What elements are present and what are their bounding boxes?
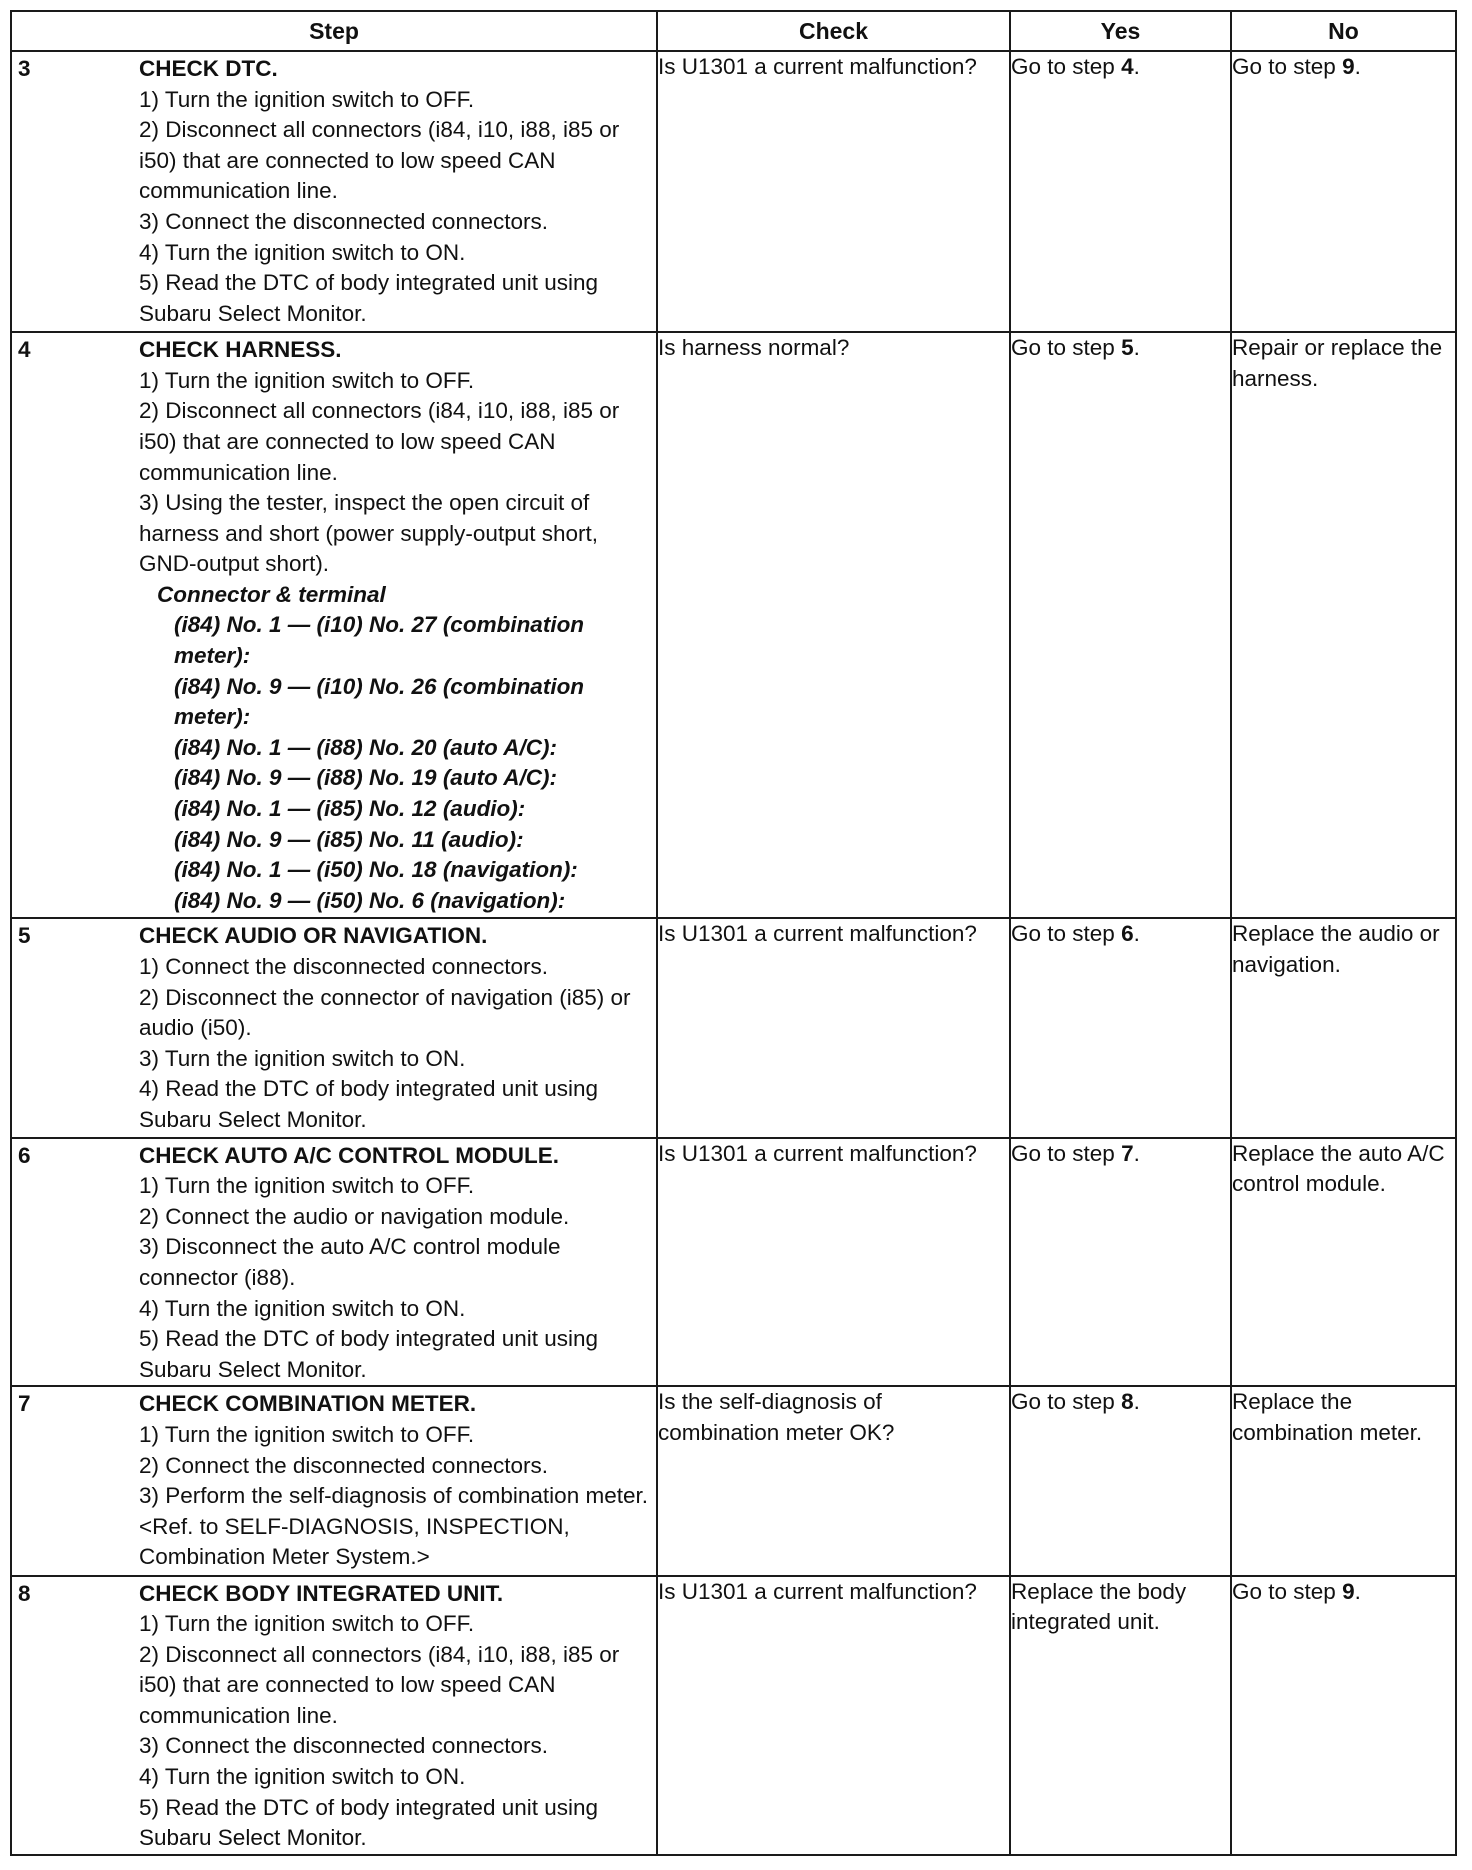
no-step-number: 9 [1342, 54, 1355, 79]
step-instruction: 4) Turn the ignition switch to ON. [139, 1295, 466, 1321]
yes-action-suffix: . [1133, 335, 1140, 361]
no-action [1232, 1577, 1455, 1608]
yes-step-number: 8 [1121, 1389, 1134, 1415]
header-yes: Yes [1010, 11, 1231, 51]
connector-terminal-item: (i84) No. 9 — (i10) No. 26 (combination meter): [174, 673, 585, 730]
header-check: Check [657, 11, 1010, 51]
step-instruction: 2) Disconnect the connector of navigation (i85) or audio (i50). [139, 984, 631, 1041]
no-cell [1231, 51, 1456, 332]
yes-action-prefix: Go to step [1011, 1140, 1122, 1166]
step-instruction: 2) Disconnect all connectors (i84, i10, i88, i85 or i50) that are connected to low speed CAN communication line. [139, 1641, 620, 1728]
yes-cell [1010, 918, 1231, 1137]
yes-action-suffix: . [1133, 921, 1140, 947]
step-number: 7 [18, 1391, 31, 1417]
step-content [18, 1579, 650, 1854]
diagnostic-table [10, 10, 1457, 1856]
yes-action-prefix: Go to step [1011, 1389, 1122, 1415]
yes-action-prefix: Go to step [1011, 921, 1122, 947]
yes-action-suffix: . [1133, 1389, 1140, 1415]
step-title: CHECK HARNESS. [139, 337, 342, 363]
yes-action [1011, 919, 1230, 950]
step-instruction: 3) Perform the self-diagnosis of combination meter. <Ref. to SELF-DIAGNOSIS, INSPECTION, Combination Meter System.> [139, 1483, 648, 1570]
connector-terminal-item: (i84) No. 1 — (i50) No. 18 (navigation): [174, 857, 578, 883]
no-action: Replace the combination meter. [1232, 1389, 1423, 1445]
connector-terminal-item: (i84) No. 9 — (i50) No. 6 (navigation): [174, 887, 566, 913]
step-instruction: 3) Connect the disconnected connectors. [139, 1733, 548, 1759]
table-row [11, 1138, 1456, 1387]
step-number: 8 [18, 1580, 31, 1606]
yes-cell [1010, 51, 1231, 332]
step-content [18, 1389, 650, 1573]
step-text [139, 1141, 650, 1386]
table-body [11, 51, 1456, 1855]
yes-action [1011, 1139, 1230, 1170]
check-question: Is U1301 a current malfunction? [658, 1578, 977, 1604]
table-row [11, 918, 1456, 1137]
step-instruction: 5) Read the DTC of body integrated unit using Subaru Select Monitor. [139, 1326, 599, 1382]
step-text [139, 54, 650, 329]
check-cell [657, 1138, 1010, 1387]
yes-cell [1010, 1576, 1231, 1856]
yes-action-prefix: Go to step [1011, 335, 1122, 361]
check-cell [657, 1576, 1010, 1856]
step-instruction: 3) Using the tester, inspect the open circuit of harness and short (power supply-output short, GND-output short). [139, 490, 598, 577]
step-number: 6 [18, 1142, 31, 1168]
yes-step-number: 5 [1121, 335, 1134, 361]
connector-terminal-item: (i84) No. 1 — (i88) No. 20 (auto A/C): [174, 734, 557, 760]
step-instruction: 2) Disconnect all connectors (i84, i10, i88, i85 or i50) that are connected to low speed CAN communication line. [139, 117, 620, 204]
no-cell [1231, 1576, 1456, 1856]
step-instruction: 1) Turn the ignition switch to OFF. [139, 86, 475, 112]
step-instruction: 5) Read the DTC of body integrated unit using Subaru Select Monitor. [139, 1794, 599, 1851]
step-instruction: 1) Turn the ignition switch to OFF. [139, 367, 475, 393]
no-step-number: 9 [1342, 1578, 1355, 1604]
step-instruction: 4) Read the DTC of body integrated unit using Subaru Select Monitor. [139, 1076, 599, 1132]
step-cell [11, 1386, 657, 1575]
header-no: No [1231, 11, 1456, 51]
check-question: Is U1301 a current malfunction? [658, 1140, 977, 1166]
yes-step-number: 7 [1121, 1140, 1134, 1166]
table-row [11, 1576, 1456, 1856]
step-instruction: 3) Connect the disconnected connectors. [139, 208, 548, 234]
no-cell [1231, 1386, 1456, 1575]
no-action [1232, 52, 1455, 83]
table-row [11, 332, 1456, 918]
step-instruction: 3) Turn the ignition switch to ON. [139, 1045, 466, 1071]
step-cell [11, 332, 657, 918]
yes-step-number: 4 [1121, 54, 1134, 79]
check-question: Is U1301 a current malfunction? [658, 54, 977, 79]
check-cell [657, 918, 1010, 1137]
step-instruction: 2) Connect the audio or navigation module. [139, 1203, 570, 1229]
step-title: CHECK COMBINATION METER. [139, 1391, 477, 1417]
step-instruction: 1) Connect the disconnected connectors. [139, 954, 548, 980]
connector-terminal-item: (i84) No. 9 — (i88) No. 19 (auto A/C): [174, 765, 557, 791]
yes-cell [1010, 1138, 1231, 1387]
no-action-suffix: . [1354, 1578, 1361, 1604]
yes-action-suffix: . [1133, 1140, 1140, 1166]
yes-action-suffix: . [1133, 54, 1140, 79]
yes-action [1011, 52, 1230, 83]
step-content [18, 54, 650, 329]
yes-action [1011, 333, 1230, 364]
step-instruction: 2) Disconnect all connectors (i84, i10, i88, i85 or i50) that are connected to low speed CAN communication line. [139, 398, 620, 485]
yes-action [1011, 1387, 1230, 1418]
yes-cell [1010, 1386, 1231, 1575]
no-action-suffix: . [1354, 54, 1361, 79]
step-cell [11, 918, 657, 1137]
check-cell [657, 51, 1010, 332]
check-cell [657, 1386, 1010, 1575]
step-content [18, 921, 650, 1135]
no-cell [1231, 918, 1456, 1137]
check-question: Is the self-diagnosis of combination meter OK? [658, 1389, 895, 1445]
step-instruction: 1) Turn the ignition switch to OFF. [139, 1422, 475, 1447]
step-title: CHECK AUDIO OR NAVIGATION. [139, 923, 488, 949]
yes-cell [1010, 332, 1231, 918]
no-action-prefix: Go to step [1232, 54, 1343, 79]
step-title: CHECK BODY INTEGRATED UNIT. [139, 1580, 504, 1606]
step-instruction: 4) Turn the ignition switch to ON. [139, 1764, 466, 1790]
step-number: 5 [18, 923, 31, 949]
connector-terminal-item: (i84) No. 9 — (i85) No. 11 (audio): [174, 826, 524, 852]
no-cell [1231, 332, 1456, 918]
no-action: Replace the audio or navigation. [1232, 921, 1440, 978]
step-instruction: 4) Turn the ignition switch to ON. [139, 239, 466, 265]
header-step: Step [11, 11, 657, 51]
step-instruction: 1) Turn the ignition switch to OFF. [139, 1173, 475, 1199]
step-instruction: 1) Turn the ignition switch to OFF. [139, 1611, 475, 1637]
step-title: CHECK AUTO A/C CONTROL MODULE. [139, 1142, 559, 1168]
connector-terminal-item: (i84) No. 1 — (i10) No. 27 (combination meter): [174, 612, 585, 669]
no-action: Repair or replace the harness. [1232, 335, 1443, 391]
step-content [18, 1141, 650, 1386]
no-action-prefix: Go to step [1232, 1578, 1343, 1604]
step-text [139, 1389, 650, 1573]
step-cell [11, 51, 657, 332]
check-cell [657, 332, 1010, 918]
step-cell [11, 1576, 657, 1856]
check-question: Is harness normal? [658, 335, 850, 361]
step-instruction: 5) Read the DTC of body integrated unit using Subaru Select Monitor. [139, 270, 599, 326]
no-action: Replace the auto A/C control module. [1232, 1140, 1445, 1197]
yes-step-number: 6 [1121, 921, 1134, 947]
step-number: 3 [18, 56, 31, 81]
step-text [139, 335, 650, 916]
step-text [139, 1579, 650, 1854]
step-instruction: 3) Disconnect the auto A/C control module connector (i88). [139, 1234, 561, 1290]
connector-terminal-label: Connector & terminal [157, 581, 386, 607]
step-cell [11, 1138, 657, 1387]
connector-terminal-item: (i84) No. 1 — (i85) No. 12 (audio): [174, 796, 526, 822]
no-cell [1231, 1138, 1456, 1387]
check-question: Is U1301 a current malfunction? [658, 921, 977, 947]
step-number: 4 [18, 337, 31, 363]
table-row [11, 1386, 1456, 1575]
step-title: CHECK DTC. [139, 56, 278, 81]
yes-action-prefix: Go to step [1011, 54, 1122, 79]
table-header-row [11, 11, 1456, 51]
yes-action: Replace the body integrated unit. [1011, 1578, 1187, 1635]
step-text [139, 921, 650, 1135]
step-content [18, 335, 650, 916]
step-instruction: 2) Connect the disconnected connectors. [139, 1452, 548, 1478]
table-row [11, 51, 1456, 332]
